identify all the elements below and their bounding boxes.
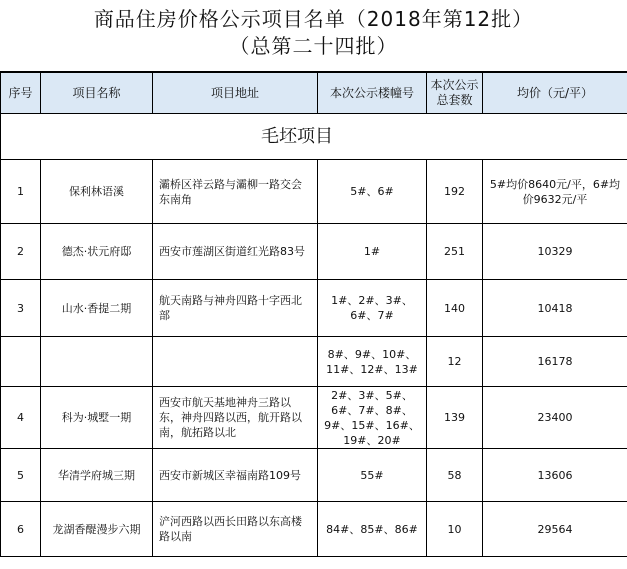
cell-address: 浐河西路以西长田路以东高楼路以南 <box>153 502 318 557</box>
cell-address: 灞桥区祥云路与灞柳一路交会东南角 <box>153 160 318 224</box>
cell-name: 德杰·状元府邸 <box>41 224 153 280</box>
cell-price: 10329 <box>483 224 627 280</box>
cell-address: 航天南路与神舟四路十字西北部 <box>153 280 318 337</box>
cell-seq: 1 <box>1 160 41 224</box>
cell-price: 29564 <box>483 502 627 557</box>
cell-buildings: 2#、3#、5#、6#、7#、8#、9#、15#、16#、19#、20# <box>318 387 427 449</box>
cell-address: 西安市航天基地神舟三路以东，神舟四路以西，航开路以南，航拓路以北 <box>153 387 318 449</box>
header-price: 均价（元/平） <box>483 73 627 114</box>
cell-seq: 5 <box>1 449 41 502</box>
table-row <box>1 387 627 449</box>
cell-seq: 3 <box>1 280 41 337</box>
header-units: 本次公示总套数 <box>427 73 483 114</box>
table-row <box>1 337 627 387</box>
cell-buildings: 8#、9#、10#、11#、12#、13# <box>318 337 427 387</box>
table-row <box>1 280 627 337</box>
table-row <box>1 160 627 224</box>
cell-seq: 6 <box>1 502 41 557</box>
cell-buildings: 1#、2#、3#、6#、7# <box>318 280 427 337</box>
cell-price: 23400 <box>483 387 627 449</box>
cell-name: 华清学府城三期 <box>41 449 153 502</box>
section-title: 毛坯项目 <box>1 114 627 160</box>
table-row <box>1 502 627 557</box>
header-address: 项目地址 <box>153 73 318 114</box>
cell-price: 16178 <box>483 337 627 387</box>
table-row <box>1 224 627 280</box>
cell-price: 10418 <box>483 280 627 337</box>
cell-name <box>41 337 153 387</box>
cell-units: 192 <box>427 160 483 224</box>
table-row <box>1 449 627 502</box>
project-table <box>0 72 627 557</box>
cell-units: 58 <box>427 449 483 502</box>
document-title <box>0 0 627 72</box>
cell-units: 251 <box>427 224 483 280</box>
cell-name: 山水·香提二期 <box>41 280 153 337</box>
cell-seq <box>1 337 41 387</box>
cell-address: 西安市莲湖区街道红光路83号 <box>153 224 318 280</box>
cell-price: 13606 <box>483 449 627 502</box>
cell-units: 12 <box>427 337 483 387</box>
section-row <box>1 114 627 160</box>
cell-units: 139 <box>427 387 483 449</box>
cell-buildings: 55# <box>318 449 427 502</box>
title-line-2: （总第二十四批） <box>229 34 398 58</box>
cell-address <box>153 337 318 387</box>
title-line-1: 商品住房价格公示项目名单（2018年第12批） <box>93 7 534 31</box>
cell-seq: 2 <box>1 224 41 280</box>
cell-seq: 4 <box>1 387 41 449</box>
header-row <box>1 73 627 114</box>
cell-buildings: 1# <box>318 224 427 280</box>
cell-buildings: 84#、85#、86# <box>318 502 427 557</box>
cell-name: 科为·城墅一期 <box>41 387 153 449</box>
cell-units: 10 <box>427 502 483 557</box>
cell-units: 140 <box>427 280 483 337</box>
cell-name: 保利林语溪 <box>41 160 153 224</box>
header-seq: 序号 <box>1 73 41 114</box>
cell-price: 5#均价8640元/平，6#均价9632元/平 <box>483 160 627 224</box>
cell-address: 西安市新城区幸福南路109号 <box>153 449 318 502</box>
header-buildings: 本次公示楼幢号 <box>318 73 427 114</box>
cell-name: 龙湖香醍漫步六期 <box>41 502 153 557</box>
header-name: 项目名称 <box>41 73 153 114</box>
cell-buildings: 5#、6# <box>318 160 427 224</box>
